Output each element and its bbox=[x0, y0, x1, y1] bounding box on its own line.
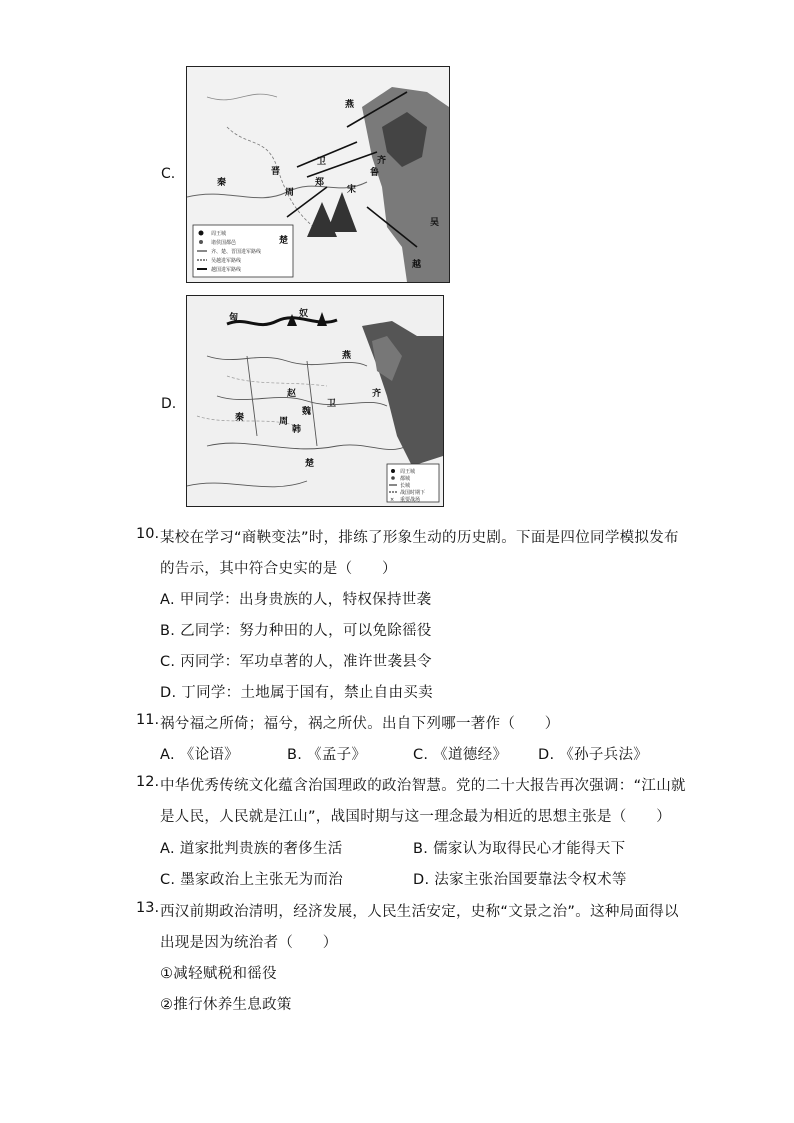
map-c-label: 秦 bbox=[217, 178, 227, 188]
answer-option[interactable]: B. 《孟子》 bbox=[287, 747, 367, 763]
svg-text:×: × bbox=[390, 497, 395, 503]
map-c bbox=[186, 66, 450, 283]
map-c-graphic bbox=[187, 67, 449, 282]
map-d-graphic bbox=[187, 296, 443, 506]
map-c-label: 楚 bbox=[279, 236, 289, 246]
option-d-letter: D. bbox=[161, 396, 177, 412]
answer-option[interactable]: D. 《孙子兵法》 bbox=[538, 747, 649, 763]
map-d-legend-item: 都城 bbox=[400, 476, 411, 482]
answer-option[interactable]: A. 道家批判贵族的奢侈生活 bbox=[160, 841, 343, 857]
map-d-label: 韩 bbox=[292, 425, 302, 435]
question-stem: 祸兮福之所倚；福兮，祸之所伏。出自下列哪一著作（ ） bbox=[160, 716, 560, 732]
answer-option[interactable]: C. 《道德经》 bbox=[413, 747, 508, 763]
map-d-label: 秦 bbox=[235, 413, 245, 423]
map-d-label: 匈 bbox=[229, 313, 239, 323]
map-d-legend-item: 长城 bbox=[400, 483, 411, 489]
map-c-label: 越 bbox=[412, 260, 422, 270]
map-c-legend-item: 吴越进军路线 bbox=[211, 258, 242, 264]
map-d-label: 赵 bbox=[287, 389, 297, 399]
option-c-letter: C. bbox=[161, 166, 176, 182]
map-d-label: 燕 bbox=[342, 351, 352, 361]
answer-option[interactable]: D. 法家主张治国要靠法令权术等 bbox=[413, 872, 627, 888]
answer-option[interactable]: ②推行休养生息政策 bbox=[160, 997, 292, 1013]
map-d-label: 卫 bbox=[327, 399, 337, 409]
map-c-label: 吴 bbox=[430, 218, 440, 228]
question-stem: 的告示，其中符合史实的是（ ） bbox=[160, 561, 397, 577]
map-c-label: 燕 bbox=[345, 100, 355, 110]
question-number: 11. bbox=[136, 712, 160, 728]
map-c-legend-item: 周王城 bbox=[211, 231, 227, 237]
question-stem: 是人民，人民就是江山”，战国时期与这一理念最为相近的思想主张是（ ） bbox=[160, 809, 672, 825]
map-c-legend-item: 诸侯国都邑 bbox=[211, 240, 237, 246]
answer-option[interactable]: C. 丙同学：军功卓著的人，准许世袭县令 bbox=[160, 654, 432, 670]
map-c-legend-item: 越国进军路线 bbox=[211, 267, 242, 273]
map-d-legend-item: 战国时期下 bbox=[400, 490, 426, 496]
question-stem: 出现是因为统治者（ ） bbox=[160, 935, 338, 951]
map-c-legend-item: 齐、楚、晋国进军路线 bbox=[211, 249, 262, 255]
map-c-label: 宋 bbox=[347, 185, 357, 195]
answer-option[interactable]: A. 《论语》 bbox=[160, 747, 239, 763]
map-c-label: 晋 bbox=[271, 167, 281, 177]
question-stem: 中华优秀传统文化蕴含治国理政的政治智慧。党的二十大报告再次强调：“江山就 bbox=[160, 778, 686, 794]
map-d-label: 齐 bbox=[372, 389, 382, 399]
answer-option[interactable]: C. 墨家政治上主张无为而治 bbox=[160, 872, 344, 888]
answer-option[interactable]: A. 甲同学：出身贵族的人，特权保持世袭 bbox=[160, 592, 432, 608]
map-c-label: 卫 bbox=[317, 157, 327, 167]
map-c-label: 鲁 bbox=[370, 168, 380, 178]
question-number: 12. bbox=[136, 774, 160, 790]
map-d-label: 楚 bbox=[305, 459, 315, 469]
map-d-legend-item: 周王城 bbox=[400, 469, 416, 475]
map-d-label: 魏 bbox=[302, 407, 312, 417]
answer-option[interactable]: D. 丁同学：土地属于国有，禁止自由买卖 bbox=[160, 685, 433, 701]
map-c-label: 周 bbox=[285, 188, 295, 198]
question-stem: 某校在学习“商鞅变法”时，排练了形象生动的历史剧。下面是四位同学模拟发布 bbox=[160, 530, 679, 546]
question-number: 13. bbox=[136, 900, 160, 916]
question-number: 10. bbox=[136, 526, 160, 542]
map-d bbox=[186, 295, 444, 507]
answer-option[interactable]: B. 乙同学：努力种田的人，可以免除徭役 bbox=[160, 623, 432, 639]
map-d-legend-item: 重要战场 bbox=[400, 497, 421, 503]
answer-option[interactable]: ①减轻赋税和徭役 bbox=[160, 966, 277, 982]
answer-option[interactable]: B. 儒家认为取得民心才能得天下 bbox=[413, 841, 626, 857]
map-c-label: 郑 bbox=[315, 178, 325, 188]
question-stem: 西汉前期政治清明，经济发展，人民生活安定，史称“文景之治”。这种局面得以 bbox=[160, 904, 679, 920]
map-c-label: 齐 bbox=[377, 156, 387, 166]
map-d-label: 周 bbox=[279, 417, 289, 427]
map-d-label: 奴 bbox=[299, 309, 309, 319]
